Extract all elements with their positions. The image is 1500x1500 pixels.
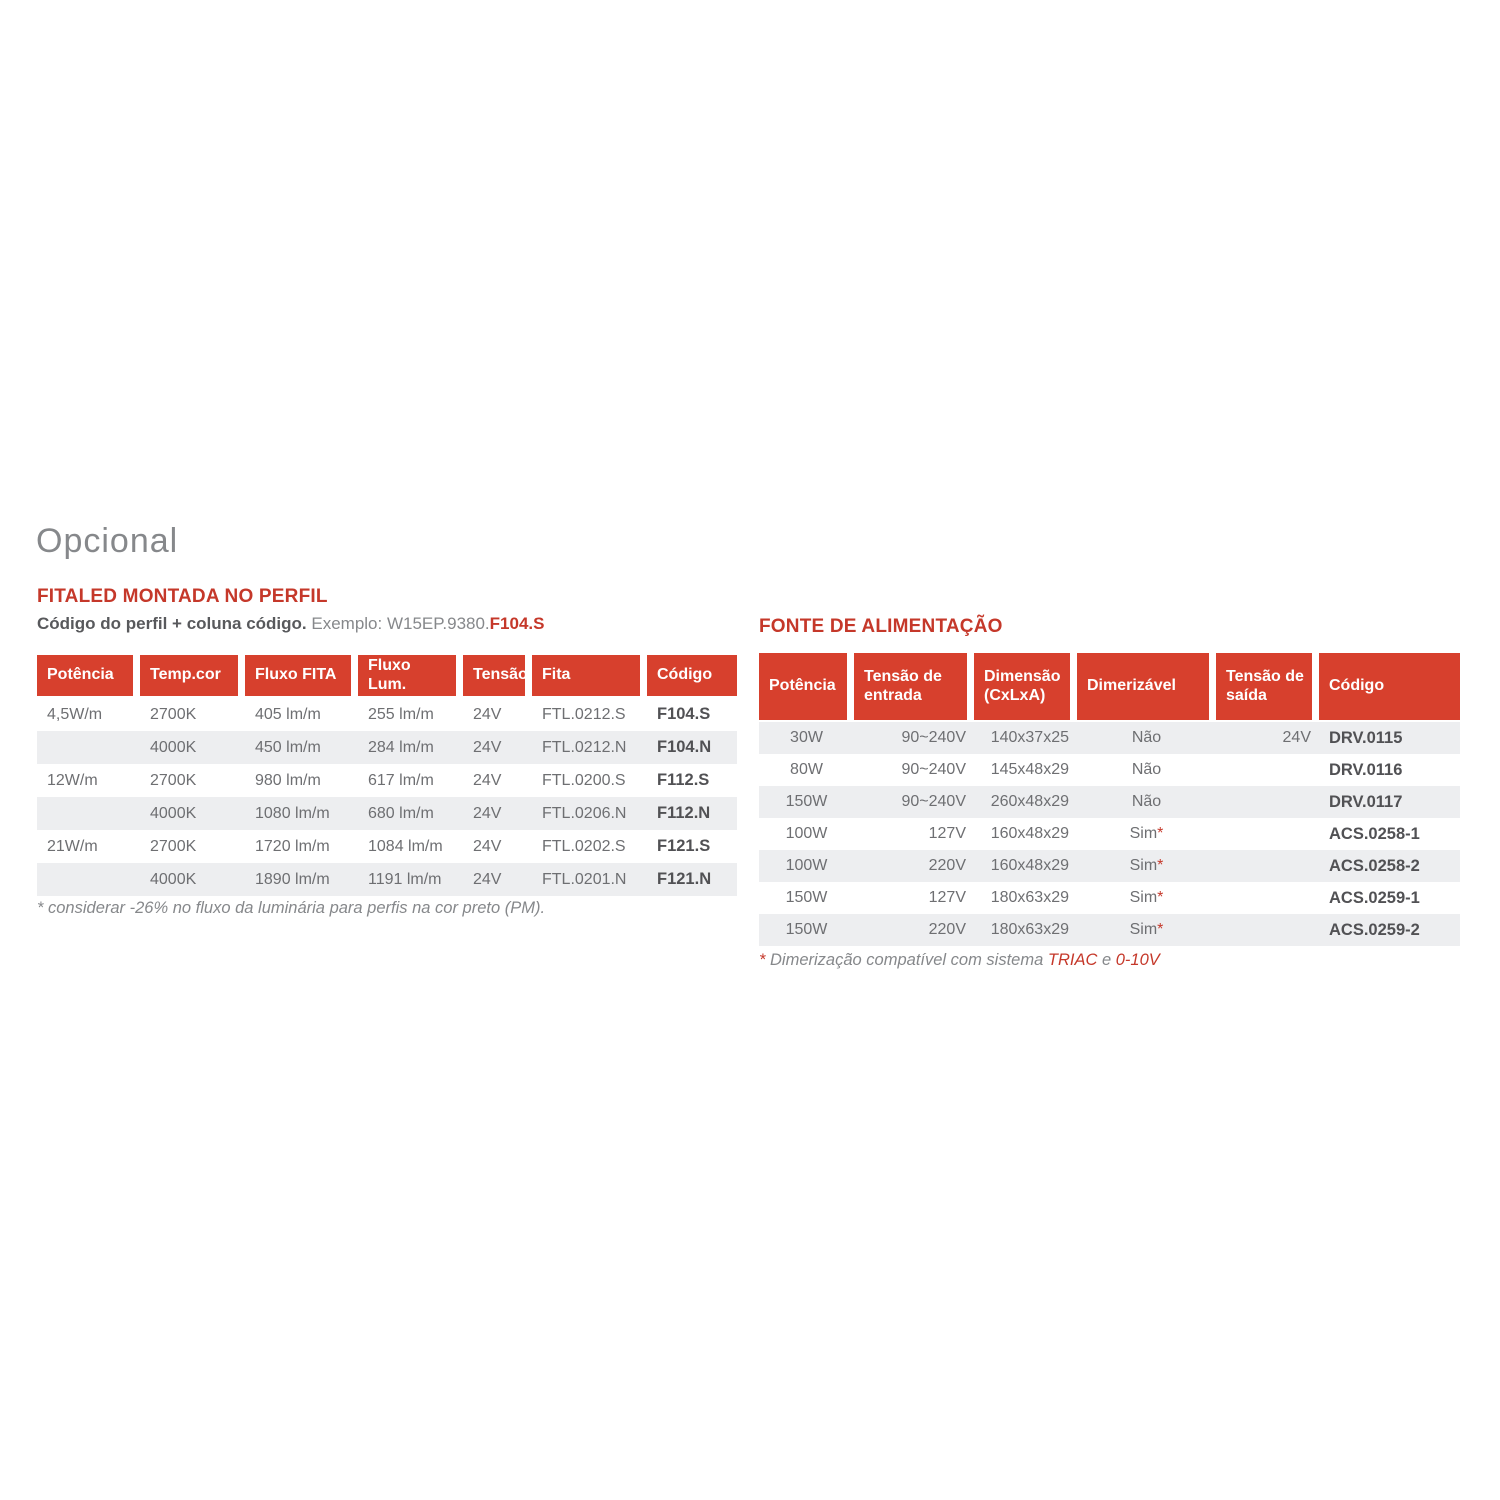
table-cell: 2700K: [140, 830, 245, 863]
table-cell: Sim*: [1077, 914, 1216, 946]
table-row: [37, 797, 737, 830]
table-cell: 405 lm/m: [245, 698, 358, 731]
table-cell: [37, 731, 140, 764]
header-row: [759, 653, 1460, 722]
column-header: Código: [1319, 653, 1460, 722]
footnote-text: Dimerização compatível com sistema: [770, 951, 1048, 969]
table-cell: 260x48x29: [974, 786, 1077, 818]
table-cell: FTL.0212.N: [532, 731, 647, 764]
table-cell: FTL.0206.N: [532, 797, 647, 830]
table-cell: 4000K: [140, 731, 245, 764]
table-row: [759, 722, 1460, 754]
table-cell: 4000K: [140, 797, 245, 830]
table-cell: 150W: [759, 882, 854, 914]
table-row: [37, 764, 737, 797]
table-cell: 100W: [759, 818, 854, 850]
table-cell: 24V: [463, 731, 532, 764]
table-cell: Não: [1077, 722, 1216, 754]
table-row: [37, 731, 737, 764]
table-cell: 21W/m: [37, 830, 140, 863]
table-cell: 220V: [854, 850, 974, 882]
column-header: Código: [647, 655, 737, 698]
table-cell: [1216, 850, 1319, 882]
column-header: Fluxo Lum.: [358, 655, 463, 698]
table-row: [37, 698, 737, 731]
right-section-title: FONTE DE ALIMENTAÇÃO: [759, 616, 1003, 637]
page-title: Opcional: [36, 522, 179, 560]
table-cell: Sim*: [1077, 850, 1216, 882]
table-cell: ACS.0259-2: [1319, 914, 1460, 946]
table-cell: F121.S: [647, 830, 737, 863]
column-header: Tensão de saída: [1216, 653, 1319, 722]
red-asterisk: *: [1157, 921, 1164, 938]
table-cell: 90~240V: [854, 754, 974, 786]
table-cell: [1216, 754, 1319, 786]
table-cell: 127V: [854, 882, 974, 914]
table-cell: [1216, 882, 1319, 914]
table-cell: 2700K: [140, 698, 245, 731]
table-cell: 24V: [463, 698, 532, 731]
table-cell: 1890 lm/m: [245, 863, 358, 896]
table-cell: 90~240V: [854, 722, 974, 754]
table-cell: 145x48x29: [974, 754, 1077, 786]
table-cell: [1216, 786, 1319, 818]
table-cell: DRV.0116: [1319, 754, 1460, 786]
table-cell: 150W: [759, 914, 854, 946]
column-header: Fita: [532, 655, 647, 698]
column-header: Potência: [37, 655, 140, 698]
table-cell: Não: [1077, 786, 1216, 818]
code-example-line: [37, 614, 544, 634]
table-cell: 80W: [759, 754, 854, 786]
example-regular-text: Exemplo: W15EP.9380.: [306, 614, 490, 633]
footnote-triac: TRIAC: [1047, 951, 1098, 969]
footnote-and: e: [1097, 951, 1116, 969]
table-cell: 617 lm/m: [358, 764, 463, 797]
table-cell: 30W: [759, 722, 854, 754]
table-cell: 2700K: [140, 764, 245, 797]
table-cell: Sim*: [1077, 882, 1216, 914]
fitaled-table: [37, 655, 737, 896]
table-cell: F121.N: [647, 863, 737, 896]
table-cell: 100W: [759, 850, 854, 882]
table-cell: FTL.0212.S: [532, 698, 647, 731]
table-cell: FTL.0202.S: [532, 830, 647, 863]
table-cell: 1080 lm/m: [245, 797, 358, 830]
table-cell: ACS.0258-1: [1319, 818, 1460, 850]
table-cell: 220V: [854, 914, 974, 946]
table-cell: 24V: [463, 830, 532, 863]
red-asterisk: *: [1157, 825, 1164, 842]
table-cell: 160x48x29: [974, 850, 1077, 882]
table-cell: F112.N: [647, 797, 737, 830]
footnote-0-10v: 0-10V: [1115, 951, 1160, 969]
table-cell: 450 lm/m: [245, 731, 358, 764]
table-cell: 284 lm/m: [358, 731, 463, 764]
table-cell: 140x37x25: [974, 722, 1077, 754]
table-cell: FTL.0201.N: [532, 863, 647, 896]
table-cell: 24V: [463, 764, 532, 797]
red-asterisk: *: [1157, 889, 1164, 906]
table-cell: ACS.0259-1: [1319, 882, 1460, 914]
column-header: Temp.cor: [140, 655, 245, 698]
table-row: [759, 818, 1460, 850]
column-header: Tensão: [463, 655, 532, 698]
example-bold-text: Código do perfil + coluna código.: [37, 614, 307, 633]
power-supply-table: [759, 653, 1460, 946]
table-cell: DRV.0115: [1319, 722, 1460, 754]
table-cell: Não: [1077, 754, 1216, 786]
table-cell: ACS.0258-2: [1319, 850, 1460, 882]
table-cell: 24V: [1216, 722, 1319, 754]
table-cell: 24V: [463, 797, 532, 830]
table-cell: 12W/m: [37, 764, 140, 797]
table-row: [37, 863, 737, 896]
red-asterisk: *: [1157, 857, 1164, 874]
table-cell: DRV.0117: [1319, 786, 1460, 818]
table-cell: 980 lm/m: [245, 764, 358, 797]
table-cell: 4,5W/m: [37, 698, 140, 731]
table-cell: 4000K: [140, 863, 245, 896]
footnote-asterisk: *: [759, 951, 771, 969]
table-row: [759, 786, 1460, 818]
table-cell: F104.S: [647, 698, 737, 731]
table-cell: 180x63x29: [974, 914, 1077, 946]
header-row: [37, 655, 737, 698]
table-cell: 1084 lm/m: [358, 830, 463, 863]
table-cell: FTL.0200.S: [532, 764, 647, 797]
column-header: Fluxo FITA: [245, 655, 358, 698]
table-cell: F104.N: [647, 731, 737, 764]
table-cell: 160x48x29: [974, 818, 1077, 850]
table-cell: 1720 lm/m: [245, 830, 358, 863]
column-header: Dimensão (CxLxA): [974, 653, 1077, 722]
table-cell: 1191 lm/m: [358, 863, 463, 896]
table-cell: 180x63x29: [974, 882, 1077, 914]
power-supply-footnote: [759, 951, 1160, 970]
table-row: [759, 850, 1460, 882]
table-cell: 127V: [854, 818, 974, 850]
table-cell: [37, 863, 140, 896]
column-header: Tensão de entrada: [854, 653, 974, 722]
table-cell: [37, 797, 140, 830]
table-cell: Sim*: [1077, 818, 1216, 850]
table-cell: F112.S: [647, 764, 737, 797]
table-cell: 90~240V: [854, 786, 974, 818]
table-cell: [1216, 914, 1319, 946]
column-header: Potência: [759, 653, 854, 722]
table-cell: 24V: [463, 863, 532, 896]
table-row: [759, 914, 1460, 946]
table-cell: 680 lm/m: [358, 797, 463, 830]
left-section-title: FITALED MONTADA NO PERFIL: [37, 586, 328, 607]
table-cell: [1216, 818, 1319, 850]
table-cell: 255 lm/m: [358, 698, 463, 731]
example-code-text: F104.S: [489, 614, 545, 633]
table-row: [759, 754, 1460, 786]
table-cell: 150W: [759, 786, 854, 818]
table-row: [759, 882, 1460, 914]
column-header: Dimerizável: [1077, 653, 1216, 722]
fitaled-footnote: * considerar -26% no fluxo da luminária para perfis na cor preto (PM).: [37, 899, 546, 917]
table-row: [37, 830, 737, 863]
